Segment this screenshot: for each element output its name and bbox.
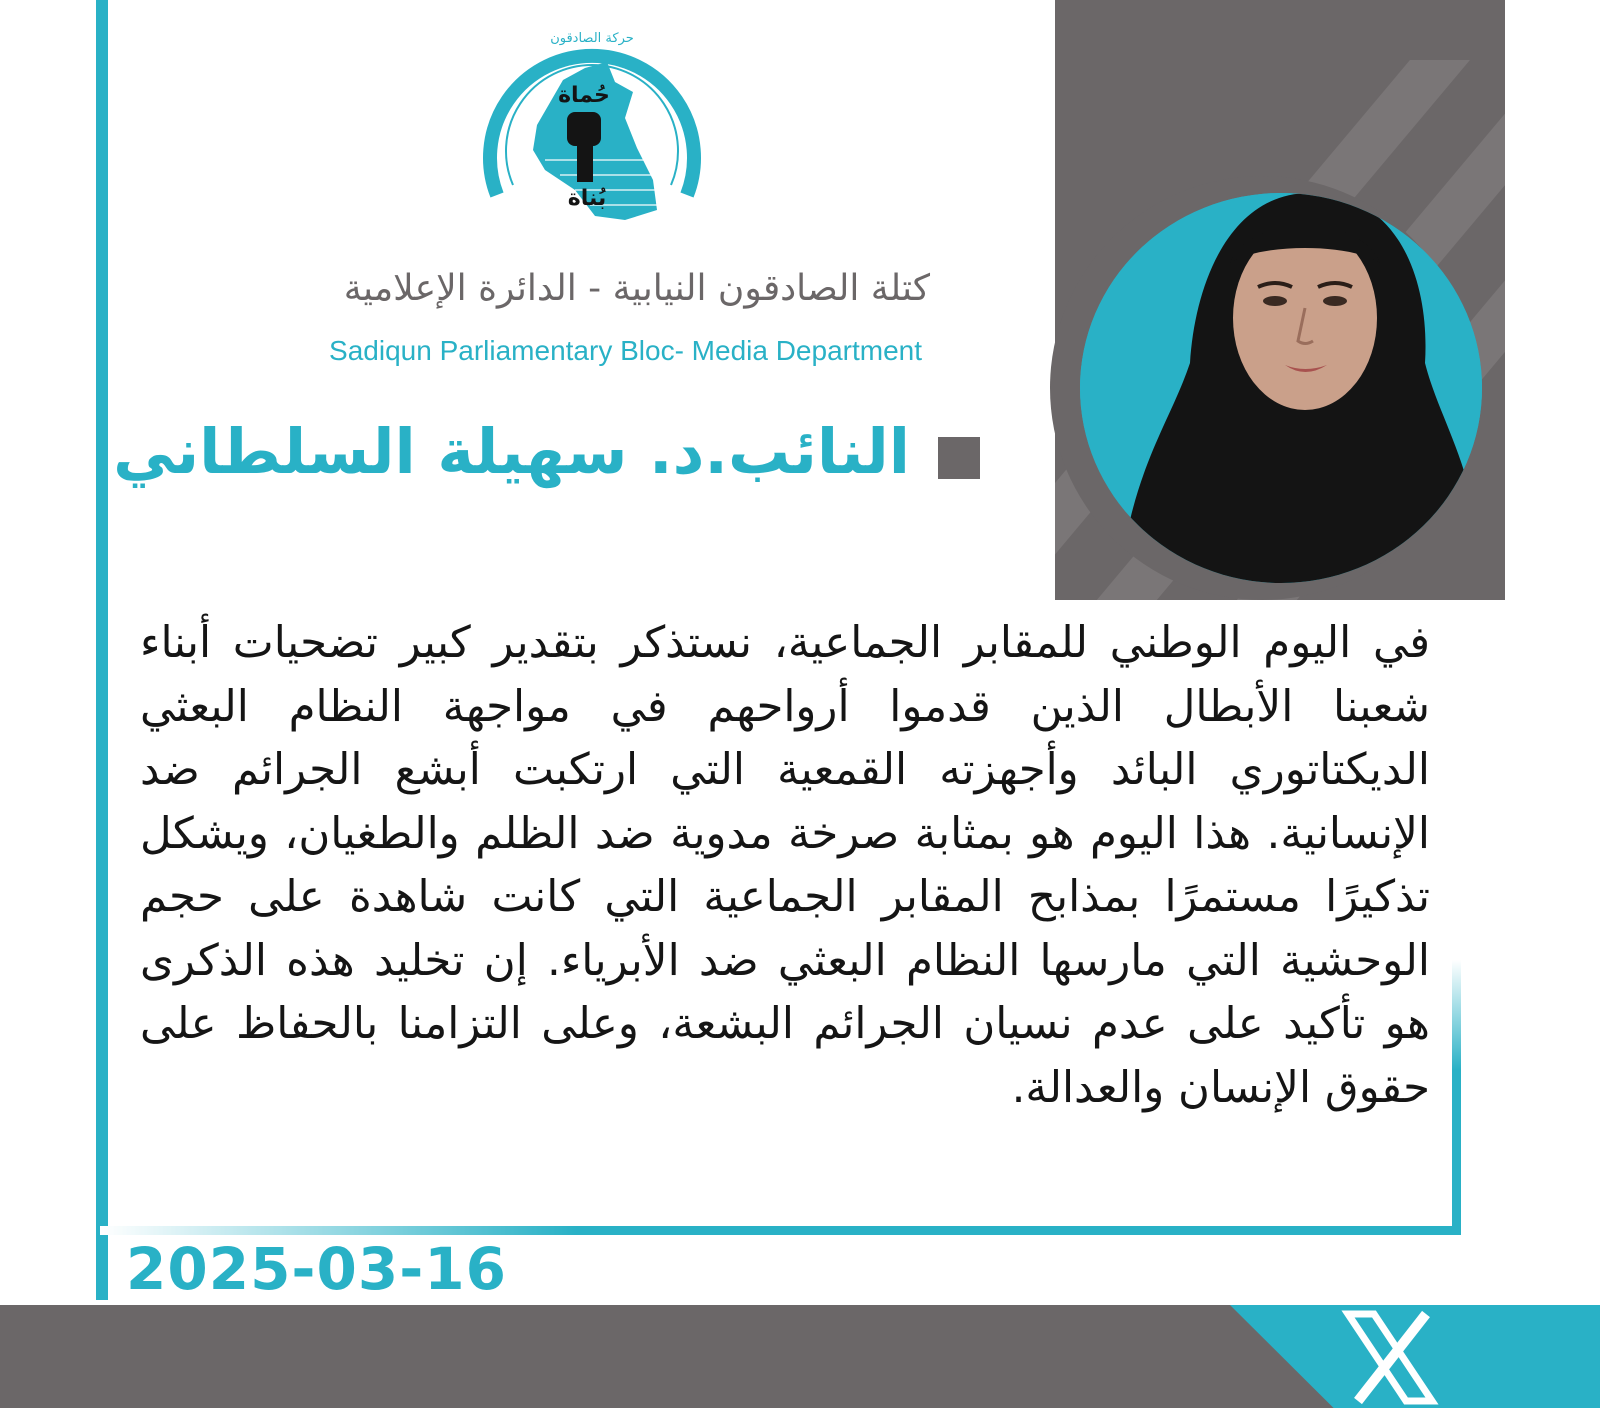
x-logo-icon[interactable] xyxy=(1340,1310,1440,1405)
logo-top-text: حركة الصادقون xyxy=(550,31,634,46)
frame-vertical-line xyxy=(1452,960,1461,1235)
movement-logo xyxy=(475,20,710,235)
org-name-arabic: كتلة الصادقون النيابية - الدائرة الإعلامية xyxy=(343,268,930,309)
left-accent-bar xyxy=(96,0,108,1300)
square-bullet-icon xyxy=(938,437,980,479)
logo-word-2: بُناة xyxy=(567,186,607,211)
org-name-english: Sadiqun Parliamentary Bloc- Media Department xyxy=(329,335,922,366)
frame-horizontal-line xyxy=(100,1226,1461,1235)
speaker-portrait xyxy=(1080,193,1482,583)
logo-word-1: حُماة xyxy=(558,83,610,108)
speaker-name: النائب.د. سهيلة السلطاني xyxy=(113,415,910,488)
date-label: 2025-03-16 xyxy=(126,1235,507,1303)
statement-text: في اليوم الوطني للمقابر الجماعية، نستذكر بتقدير كبير تضحيات أبناء شعبنا الأبطال الذين قدموا أرواحهم في مواجهة النظام البعثي الديكتاتوري البائد وأجهزته القمعية التي ارتكبت أبشع الجرائم ضد الإنسانية. هذا اليوم هو بمثابة صرخة مدوية ضد الظلم والطغيان، ويشكل تذكيرًا مستمرًا بمذابح المقابر الجماعية التي كانت شاهدة على حجم الوحشية التي مارسها النظام البعثي ضد الأبرياء. إن تخليد هذه الذكرى هو تأكيد على عدم نسيان الجرائم البشعة، وعلى التزامنا بالحفاظ على حقوق الإنسان والعدالة. xyxy=(140,618,1430,1113)
